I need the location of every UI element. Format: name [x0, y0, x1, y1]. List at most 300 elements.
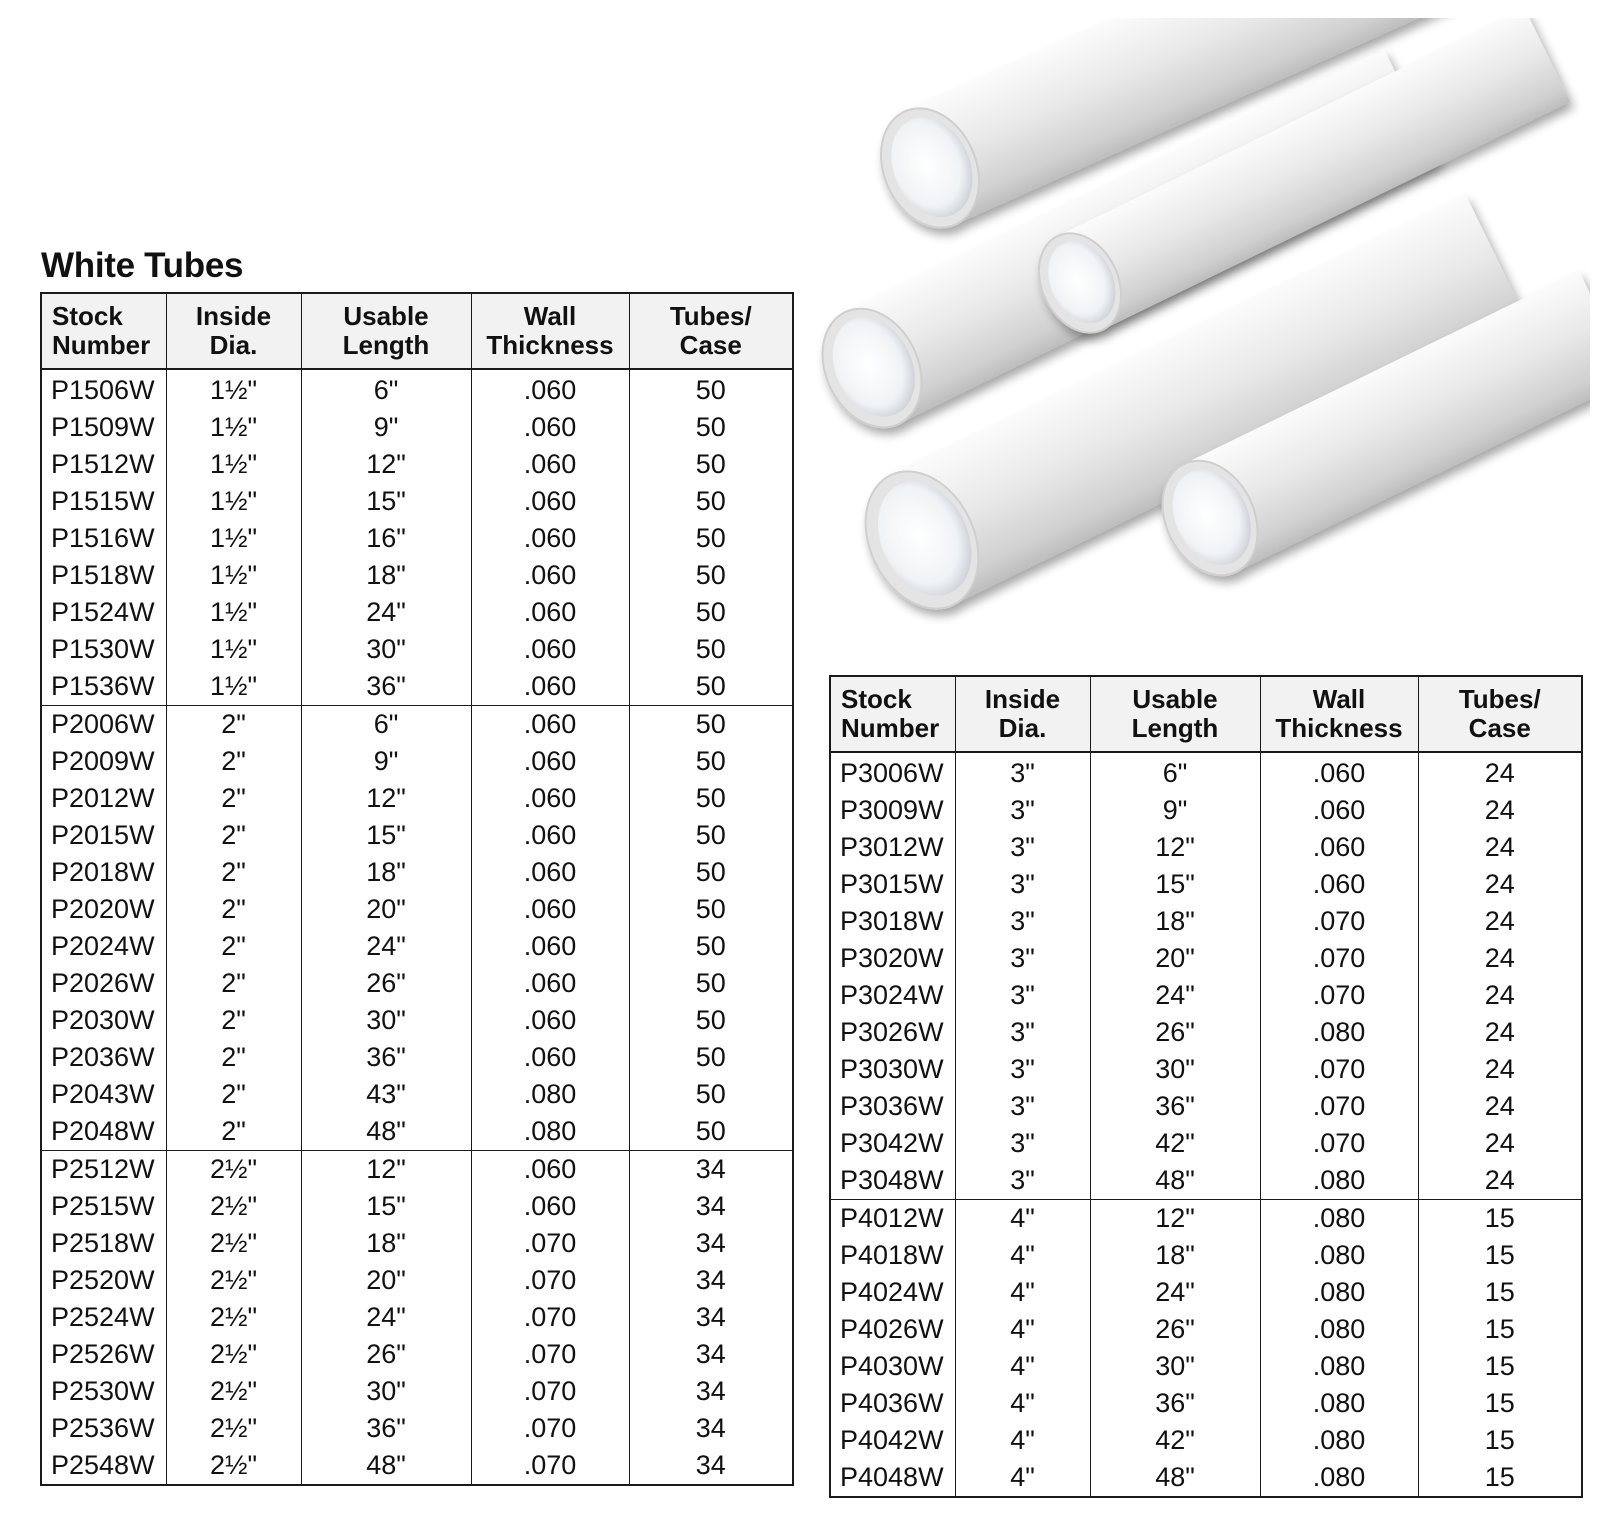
- wall-thickness-cell: .070: [1260, 1051, 1418, 1088]
- table-row: [830, 1274, 1582, 1311]
- inside-dia-cell: 4": [955, 1385, 1090, 1422]
- table-row: [830, 1237, 1582, 1274]
- white-tubes-table-left: [40, 292, 794, 1486]
- usable-length-cell: 18": [1090, 1237, 1260, 1274]
- usable-length-cell: 36": [301, 668, 471, 706]
- table-row: [41, 1225, 793, 1262]
- inside-dia-cell: 3": [955, 866, 1090, 903]
- inside-dia-cell: 2": [166, 1039, 301, 1076]
- wall-thickness-cell: .080: [1260, 1200, 1418, 1238]
- wall-thickness-cell: .060: [471, 668, 629, 706]
- header-usable-length: Usable Length: [1090, 676, 1260, 752]
- tubes-per-case-cell: 15: [1418, 1237, 1582, 1274]
- usable-length-cell: 12": [301, 446, 471, 483]
- tubes-per-case-cell: 24: [1418, 940, 1582, 977]
- inside-dia-cell: 1½": [166, 520, 301, 557]
- stock-number-cell: P1536W: [51, 671, 155, 701]
- usable-length-cell: 26": [1090, 1311, 1260, 1348]
- usable-length-cell: 43": [301, 1076, 471, 1113]
- table-row: [830, 1200, 1582, 1238]
- stock-number-cell: P2526W: [51, 1339, 155, 1369]
- header-stock-number: Stock Number: [830, 676, 955, 752]
- usable-length-cell: 20": [301, 891, 471, 928]
- tubes-per-case-cell: 50: [629, 706, 793, 744]
- table-row: [41, 965, 793, 1002]
- stock-number-cell: P4026W: [840, 1314, 944, 1344]
- table-row: [41, 1262, 793, 1299]
- table-row: [830, 792, 1582, 829]
- usable-length-cell: 36": [301, 1410, 471, 1447]
- stock-number-cell: P4024W: [840, 1277, 944, 1307]
- tubes-per-case-cell: 50: [629, 557, 793, 594]
- usable-length-cell: 18": [1090, 903, 1260, 940]
- usable-length-cell: 6": [301, 706, 471, 744]
- stock-number-cell: P1509W: [51, 412, 155, 442]
- table-row: [830, 1311, 1582, 1348]
- wall-thickness-cell: .060: [471, 965, 629, 1002]
- header-tubes-case: Tubes/ Case: [629, 293, 793, 369]
- table-row: [830, 1422, 1582, 1459]
- inside-dia-cell: 3": [955, 792, 1090, 829]
- wall-thickness-cell: .060: [471, 557, 629, 594]
- tubes-per-case-cell: 50: [629, 1002, 793, 1039]
- wall-thickness-cell: .060: [471, 1151, 629, 1189]
- usable-length-cell: 9": [1090, 792, 1260, 829]
- stock-number-cell: P2030W: [51, 1005, 155, 1035]
- usable-length-cell: 24": [301, 1299, 471, 1336]
- usable-length-cell: 16": [301, 520, 471, 557]
- stock-number-cell: P2520W: [51, 1265, 155, 1295]
- tubes-per-case-cell: 15: [1418, 1348, 1582, 1385]
- wall-thickness-cell: .060: [471, 854, 629, 891]
- table-row: [41, 1002, 793, 1039]
- usable-length-cell: 15": [1090, 866, 1260, 903]
- table-row: [830, 1162, 1582, 1200]
- inside-dia-cell: 2½": [166, 1151, 301, 1189]
- usable-length-cell: 30": [1090, 1348, 1260, 1385]
- stock-number-cell: P2524W: [51, 1302, 155, 1332]
- white-tubes-table-right: [829, 675, 1583, 1498]
- usable-length-cell: 18": [301, 557, 471, 594]
- inside-dia-cell: 4": [955, 1348, 1090, 1385]
- wall-thickness-cell: .060: [471, 1039, 629, 1076]
- stock-number-cell: P3009W: [840, 795, 944, 825]
- usable-length-cell: 12": [301, 780, 471, 817]
- table-row: [41, 1076, 793, 1113]
- usable-length-cell: 26": [301, 1336, 471, 1373]
- wall-thickness-cell: .080: [1260, 1237, 1418, 1274]
- wall-thickness-cell: .060: [471, 817, 629, 854]
- usable-length-cell: 24": [1090, 1274, 1260, 1311]
- usable-length-cell: 15": [301, 1188, 471, 1225]
- wall-thickness-cell: .060: [471, 594, 629, 631]
- wall-thickness-cell: .060: [1260, 792, 1418, 829]
- table-row: [41, 743, 793, 780]
- tubes-per-case-cell: 34: [629, 1299, 793, 1336]
- tubes-per-case-cell: 24: [1418, 903, 1582, 940]
- tubes-per-case-cell: 24: [1418, 1125, 1582, 1162]
- table-row: [830, 1348, 1582, 1385]
- table-row: [830, 866, 1582, 903]
- wall-thickness-cell: .060: [471, 1002, 629, 1039]
- usable-length-cell: 48": [1090, 1162, 1260, 1200]
- usable-length-cell: 12": [301, 1151, 471, 1189]
- tubes-per-case-cell: 15: [1418, 1385, 1582, 1422]
- wall-thickness-cell: .060: [471, 928, 629, 965]
- tubes-per-case-cell: 50: [629, 409, 793, 446]
- inside-dia-cell: 4": [955, 1422, 1090, 1459]
- inside-dia-cell: 2": [166, 780, 301, 817]
- tubes-per-case-cell: 50: [629, 965, 793, 1002]
- usable-length-cell: 26": [1090, 1014, 1260, 1051]
- table-row: [830, 1385, 1582, 1422]
- table-row: [41, 1447, 793, 1485]
- tubes-per-case-cell: 50: [629, 483, 793, 520]
- stock-number-cell: P3036W: [840, 1091, 944, 1121]
- table-row: [41, 557, 793, 594]
- wall-thickness-cell: .060: [471, 743, 629, 780]
- stock-number-cell: P2020W: [51, 894, 155, 924]
- usable-length-cell: 36": [1090, 1088, 1260, 1125]
- header-stock-number: Stock Number: [41, 293, 166, 369]
- stock-number-cell: P2048W: [51, 1116, 155, 1146]
- usable-length-cell: 15": [301, 817, 471, 854]
- inside-dia-cell: 2": [166, 817, 301, 854]
- wall-thickness-cell: .080: [1260, 1459, 1418, 1497]
- table-row: [830, 1088, 1582, 1125]
- wall-thickness-cell: .070: [471, 1373, 629, 1410]
- stock-number-cell: P2012W: [51, 783, 155, 813]
- table-row: [830, 752, 1582, 792]
- table-row: [41, 928, 793, 965]
- inside-dia-cell: 2½": [166, 1225, 301, 1262]
- table-row: [830, 1125, 1582, 1162]
- tubes-per-case-cell: 24: [1418, 1014, 1582, 1051]
- stock-number-cell: P2548W: [51, 1450, 155, 1480]
- wall-thickness-cell: .070: [1260, 977, 1418, 1014]
- tubes-per-case-cell: 50: [629, 668, 793, 706]
- tubes-per-case-cell: 34: [629, 1151, 793, 1189]
- tubes-per-case-cell: 15: [1418, 1200, 1582, 1238]
- header-wall-thickness: Wall Thickness: [1260, 676, 1418, 752]
- stock-number-cell: P3006W: [840, 758, 944, 788]
- wall-thickness-cell: .060: [1260, 829, 1418, 866]
- table-row: [41, 631, 793, 668]
- tubes-per-case-cell: 50: [629, 854, 793, 891]
- tubes-per-case-cell: 24: [1418, 1051, 1582, 1088]
- usable-length-cell: 9": [301, 743, 471, 780]
- stock-number-cell: P4048W: [840, 1462, 944, 1492]
- stock-number-cell: P2518W: [51, 1228, 155, 1258]
- usable-length-cell: 48": [301, 1447, 471, 1485]
- tubes-per-case-cell: 34: [629, 1410, 793, 1447]
- stock-number-cell: P2024W: [51, 931, 155, 961]
- stock-number-cell: P2006W: [41, 706, 166, 744]
- inside-dia-cell: 2": [166, 854, 301, 891]
- tubes-per-case-cell: 24: [1418, 792, 1582, 829]
- stock-number-cell: P2043W: [51, 1079, 155, 1109]
- table-row: [830, 1459, 1582, 1497]
- header-wall-thickness: Wall Thickness: [471, 293, 629, 369]
- inside-dia-cell: 2½": [166, 1262, 301, 1299]
- usable-length-cell: 12": [1090, 829, 1260, 866]
- usable-length-cell: 24": [301, 594, 471, 631]
- table-row: [41, 780, 793, 817]
- table-row: [41, 1299, 793, 1336]
- inside-dia-cell: 1½": [166, 446, 301, 483]
- tubes-per-case-cell: 24: [1418, 866, 1582, 903]
- table-row: [41, 668, 793, 706]
- stock-number-cell: P2536W: [51, 1413, 155, 1443]
- usable-length-cell: 30": [301, 1373, 471, 1410]
- stock-number-cell: P1518W: [51, 560, 155, 590]
- table-row: [41, 446, 793, 483]
- inside-dia-cell: 3": [955, 1014, 1090, 1051]
- usable-length-cell: 20": [301, 1262, 471, 1299]
- inside-dia-cell: 1½": [166, 631, 301, 668]
- table-row: [41, 594, 793, 631]
- inside-dia-cell: 4": [955, 1459, 1090, 1497]
- tubes-per-case-cell: 34: [629, 1225, 793, 1262]
- page-title: White Tubes: [41, 246, 244, 285]
- stock-number-cell: P2018W: [51, 857, 155, 887]
- tubes-per-case-cell: 50: [629, 780, 793, 817]
- wall-thickness-cell: .080: [1260, 1422, 1418, 1459]
- usable-length-cell: 26": [301, 965, 471, 1002]
- stock-number-cell: P2026W: [51, 968, 155, 998]
- tubes-per-case-cell: 34: [629, 1336, 793, 1373]
- wall-thickness-cell: .070: [1260, 1125, 1418, 1162]
- inside-dia-cell: 3": [955, 903, 1090, 940]
- wall-thickness-cell: .080: [1260, 1348, 1418, 1385]
- wall-thickness-cell: .060: [471, 891, 629, 928]
- wall-thickness-cell: .080: [1260, 1014, 1418, 1051]
- inside-dia-cell: 2": [166, 928, 301, 965]
- wall-thickness-cell: .060: [471, 520, 629, 557]
- tubes-per-case-cell: 15: [1418, 1311, 1582, 1348]
- table-row: [41, 1039, 793, 1076]
- table-row: [830, 903, 1582, 940]
- table-row: [830, 1051, 1582, 1088]
- wall-thickness-cell: .060: [1260, 866, 1418, 903]
- header-usable-length: Usable Length: [301, 293, 471, 369]
- stock-number-cell: P4018W: [840, 1240, 944, 1270]
- usable-length-cell: 30": [301, 1002, 471, 1039]
- tubes-per-case-cell: 34: [629, 1262, 793, 1299]
- wall-thickness-cell: .070: [1260, 940, 1418, 977]
- wall-thickness-cell: .070: [1260, 1088, 1418, 1125]
- inside-dia-cell: 1½": [166, 369, 301, 409]
- table-row: [41, 520, 793, 557]
- tubes-per-case-cell: 50: [629, 1113, 793, 1151]
- wall-thickness-cell: .070: [471, 1410, 629, 1447]
- stock-number-cell: P1506W: [51, 375, 155, 405]
- inside-dia-cell: 2": [166, 1076, 301, 1113]
- stock-number-cell: P2530W: [51, 1376, 155, 1406]
- wall-thickness-cell: .080: [1260, 1311, 1418, 1348]
- wall-thickness-cell: .060: [471, 369, 629, 409]
- usable-length-cell: 42": [1090, 1125, 1260, 1162]
- stock-number-cell: P3015W: [840, 869, 944, 899]
- stock-number-cell: P2036W: [51, 1042, 155, 1072]
- table-row: [830, 829, 1582, 866]
- inside-dia-cell: 3": [955, 752, 1090, 792]
- stock-number-cell: P3026W: [840, 1017, 944, 1047]
- usable-length-cell: 42": [1090, 1422, 1260, 1459]
- inside-dia-cell: 2½": [166, 1188, 301, 1225]
- stock-number-cell: P3012W: [840, 832, 944, 862]
- inside-dia-cell: 3": [955, 1125, 1090, 1162]
- table-header-row: [830, 676, 1582, 752]
- inside-dia-cell: 2½": [166, 1373, 301, 1410]
- table-row: [41, 1336, 793, 1373]
- stock-number-cell: P4030W: [840, 1351, 944, 1381]
- tubes-per-case-cell: 50: [629, 743, 793, 780]
- usable-length-cell: 18": [301, 1225, 471, 1262]
- stock-number-cell: P3042W: [840, 1128, 944, 1158]
- stock-number-cell: P2015W: [51, 820, 155, 850]
- tubes-per-case-cell: 50: [629, 891, 793, 928]
- wall-thickness-cell: .060: [471, 446, 629, 483]
- table-row: [830, 1014, 1582, 1051]
- inside-dia-cell: 2": [166, 1113, 301, 1151]
- stock-number-cell: P1515W: [51, 486, 155, 516]
- tubes-per-case-cell: 24: [1418, 829, 1582, 866]
- inside-dia-cell: 3": [955, 1162, 1090, 1200]
- inside-dia-cell: 1½": [166, 557, 301, 594]
- usable-length-cell: 30": [301, 631, 471, 668]
- tubes-per-case-cell: 50: [629, 520, 793, 557]
- tubes-per-case-cell: 50: [629, 631, 793, 668]
- tubes-per-case-cell: 50: [629, 446, 793, 483]
- table-row: [41, 1151, 793, 1189]
- tubes-per-case-cell: 50: [629, 1076, 793, 1113]
- inside-dia-cell: 2": [166, 743, 301, 780]
- usable-length-cell: 6": [1090, 752, 1260, 792]
- stock-number-cell: P2512W: [41, 1151, 166, 1189]
- wall-thickness-cell: .060: [471, 1188, 629, 1225]
- inside-dia-cell: 4": [955, 1237, 1090, 1274]
- table-row: [41, 854, 793, 891]
- stock-number-cell: P3030W: [840, 1054, 944, 1084]
- stock-number-cell: P2009W: [51, 746, 155, 776]
- usable-length-cell: 24": [1090, 977, 1260, 1014]
- usable-length-cell: 36": [1090, 1385, 1260, 1422]
- wall-thickness-cell: .080: [471, 1113, 629, 1151]
- inside-dia-cell: 1½": [166, 668, 301, 706]
- inside-dia-cell: 2": [166, 1002, 301, 1039]
- wall-thickness-cell: .060: [471, 631, 629, 668]
- wall-thickness-cell: .070: [471, 1447, 629, 1485]
- tubes-per-case-cell: 15: [1418, 1274, 1582, 1311]
- tubes-per-case-cell: 15: [1418, 1459, 1582, 1497]
- stock-number-cell: P3024W: [840, 980, 944, 1010]
- table-row: [41, 1188, 793, 1225]
- usable-length-cell: 20": [1090, 940, 1260, 977]
- table-row: [41, 369, 793, 409]
- inside-dia-cell: 2½": [166, 1410, 301, 1447]
- usable-length-cell: 12": [1090, 1200, 1260, 1238]
- usable-length-cell: 30": [1090, 1051, 1260, 1088]
- wall-thickness-cell: .060: [471, 706, 629, 744]
- stock-number-cell: P4012W: [830, 1200, 955, 1238]
- wall-thickness-cell: .060: [471, 409, 629, 446]
- wall-thickness-cell: .080: [1260, 1385, 1418, 1422]
- inside-dia-cell: 3": [955, 940, 1090, 977]
- table-row: [41, 706, 793, 744]
- usable-length-cell: 6": [301, 369, 471, 409]
- stock-number-cell: P2515W: [51, 1191, 155, 1221]
- tubes-per-case-cell: 50: [629, 928, 793, 965]
- usable-length-cell: 15": [301, 483, 471, 520]
- usable-length-cell: 48": [301, 1113, 471, 1151]
- inside-dia-cell: 3": [955, 1088, 1090, 1125]
- inside-dia-cell: 2½": [166, 1299, 301, 1336]
- wall-thickness-cell: .070: [1260, 903, 1418, 940]
- inside-dia-cell: 2½": [166, 1336, 301, 1373]
- header-tubes-case: Tubes/ Case: [1418, 676, 1582, 752]
- tubes-per-case-cell: 50: [629, 369, 793, 409]
- stock-number-cell: P3020W: [840, 943, 944, 973]
- tubes-per-case-cell: 34: [629, 1188, 793, 1225]
- stock-number-cell: P3048W: [840, 1165, 944, 1195]
- table-row: [41, 1373, 793, 1410]
- usable-length-cell: 24": [301, 928, 471, 965]
- header-inside-dia: Inside Dia.: [166, 293, 301, 369]
- inside-dia-cell: 1½": [166, 483, 301, 520]
- stock-number-cell: P1512W: [51, 449, 155, 479]
- usable-length-cell: 9": [301, 409, 471, 446]
- table-row: [830, 940, 1582, 977]
- wall-thickness-cell: .060: [1260, 752, 1418, 792]
- tubes-per-case-cell: 50: [629, 817, 793, 854]
- inside-dia-cell: 2": [166, 891, 301, 928]
- inside-dia-cell: 4": [955, 1200, 1090, 1238]
- inside-dia-cell: 3": [955, 829, 1090, 866]
- wall-thickness-cell: .070: [471, 1262, 629, 1299]
- tubes-per-case-cell: 24: [1418, 752, 1582, 792]
- usable-length-cell: 36": [301, 1039, 471, 1076]
- stock-number-cell: P4042W: [840, 1425, 944, 1455]
- inside-dia-cell: 2": [166, 965, 301, 1002]
- wall-thickness-cell: .080: [471, 1076, 629, 1113]
- table-row: [830, 977, 1582, 1014]
- usable-length-cell: 18": [301, 854, 471, 891]
- inside-dia-cell: 3": [955, 977, 1090, 1014]
- inside-dia-cell: 1½": [166, 594, 301, 631]
- table-header-row: [41, 293, 793, 369]
- inside-dia-cell: 4": [955, 1274, 1090, 1311]
- inside-dia-cell: 4": [955, 1311, 1090, 1348]
- stock-number-cell: P1524W: [51, 597, 155, 627]
- table-row: [41, 891, 793, 928]
- tubes-per-case-cell: 24: [1418, 1088, 1582, 1125]
- table-row: [41, 483, 793, 520]
- inside-dia-cell: 2½": [166, 1447, 301, 1485]
- tubes-per-case-cell: 24: [1418, 1162, 1582, 1200]
- table-row: [41, 1113, 793, 1151]
- tubes-per-case-cell: 34: [629, 1447, 793, 1485]
- wall-thickness-cell: .070: [471, 1225, 629, 1262]
- inside-dia-cell: 3": [955, 1051, 1090, 1088]
- wall-thickness-cell: .070: [471, 1299, 629, 1336]
- wall-thickness-cell: .080: [1260, 1274, 1418, 1311]
- tubes-per-case-cell: 24: [1418, 977, 1582, 1014]
- stock-number-cell: P4036W: [840, 1388, 944, 1418]
- wall-thickness-cell: .060: [471, 483, 629, 520]
- tubes-per-case-cell: 15: [1418, 1422, 1582, 1459]
- inside-dia-cell: 2": [166, 706, 301, 744]
